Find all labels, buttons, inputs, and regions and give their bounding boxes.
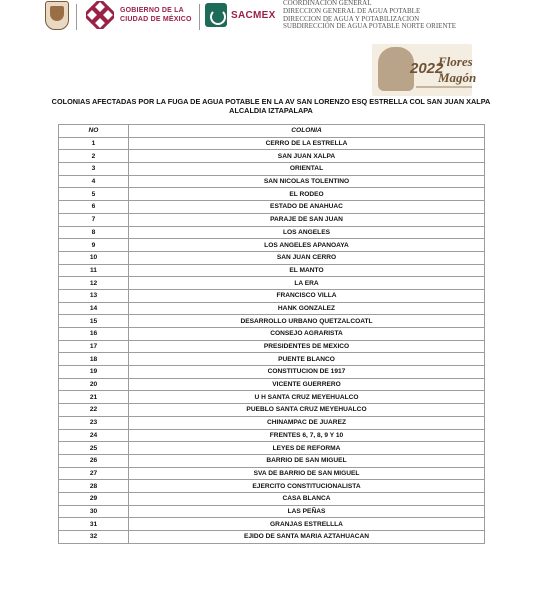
row-number: 7 — [59, 213, 129, 226]
column-header-no: NO — [59, 125, 129, 138]
colonia-name: ORIENTAL — [129, 163, 485, 176]
colonia-name: PARAJE DE SAN JUAN — [129, 213, 485, 226]
colonia-name: ESTADO DE ANAHUAC — [129, 201, 485, 214]
row-number: 22 — [59, 404, 129, 417]
table-row — [59, 531, 485, 544]
table-row — [59, 454, 485, 467]
table-row — [59, 163, 485, 176]
row-number: 19 — [59, 366, 129, 379]
row-number: 18 — [59, 353, 129, 366]
table-row — [59, 213, 485, 226]
table-row — [59, 302, 485, 315]
affected-colonies-table — [58, 124, 485, 544]
document-header — [0, 0, 542, 40]
header-divider — [199, 4, 200, 30]
colonia-name: EJIDO DE SANTA MARIA AZTAHUACAN — [129, 531, 485, 544]
organization-lines: COORDINACIÓN GENERAL DIRECCION GENERAL DE AGUA POTABLE DIRECCION DE AGUA Y POTABILIZACION SUBDIRECCIÓN DE AGUA POTABLE NORTE ORIENTE — [283, 0, 457, 31]
colonia-name: LEYES DE REFORMA — [129, 442, 485, 455]
row-number: 12 — [59, 277, 129, 290]
table-row — [59, 328, 485, 341]
table-row — [59, 366, 485, 379]
commemorative-badge — [372, 44, 477, 96]
sacmex-logo-icon — [205, 3, 227, 27]
table-row — [59, 264, 485, 277]
row-number: 9 — [59, 239, 129, 252]
row-number: 15 — [59, 315, 129, 328]
table-row — [59, 353, 485, 366]
row-number: 11 — [59, 264, 129, 277]
row-number: 2 — [59, 150, 129, 163]
table-row — [59, 467, 485, 480]
colonia-name: SVA DE BARRIO DE SAN MIGUEL — [129, 467, 485, 480]
colonia-name: SAN NICOLAS TOLENTINO — [129, 175, 485, 188]
table-row — [59, 378, 485, 391]
colonia-name: PRESIDENTES DE MEXICO — [129, 340, 485, 353]
colonia-name: CHINAMPAC DE JUAREZ — [129, 416, 485, 429]
row-number: 26 — [59, 454, 129, 467]
colonia-name: HANK GONZALEZ — [129, 302, 485, 315]
portrait-icon — [378, 47, 414, 91]
cdmx-coat-of-arms-icon — [45, 1, 69, 30]
row-number: 16 — [59, 328, 129, 341]
table-row — [59, 289, 485, 302]
row-number: 21 — [59, 391, 129, 404]
colonia-name: LOS ANGELES — [129, 226, 485, 239]
table-row — [59, 404, 485, 417]
row-number: 20 — [59, 378, 129, 391]
colonia-name: LA ERA — [129, 277, 485, 290]
table-row — [59, 505, 485, 518]
colonia-name: GRANJAS ESTRELLLA — [129, 518, 485, 531]
table-row — [59, 251, 485, 264]
row-number: 25 — [59, 442, 129, 455]
row-number: 27 — [59, 467, 129, 480]
row-number: 32 — [59, 531, 129, 544]
page-title: COLONIAS AFECTADAS POR LA FUGA DE AGUA POTABLE EN LA AV SAN LORENZO ESQ ESTRELLA COL SAN JUAN XALPA ALCALDIA IZTAPALAPA — [51, 97, 491, 116]
row-number: 23 — [59, 416, 129, 429]
table-row — [59, 188, 485, 201]
badge-year: 2022 — [410, 60, 444, 77]
colonia-name: U H SANTA CRUZ MEYEHUALCO — [129, 391, 485, 404]
colonia-name: VICENTE GUERRERO — [129, 378, 485, 391]
row-number: 6 — [59, 201, 129, 214]
colonia-name: FRENTES 6, 7, 8, 9 Y 10 — [129, 429, 485, 442]
table-row — [59, 480, 485, 493]
row-number: 1 — [59, 137, 129, 150]
badge-name: Flores Magón — [438, 54, 477, 85]
colonia-name: BARRIO DE SAN MIGUEL — [129, 454, 485, 467]
colonia-name: PUEBLO SANTA CRUZ MEYEHUALCO — [129, 404, 485, 417]
table-row — [59, 150, 485, 163]
table-row — [59, 391, 485, 404]
table-header-row — [59, 125, 485, 138]
colonia-name: EJERCITO CONSTITUCIONALISTA — [129, 480, 485, 493]
table-row — [59, 201, 485, 214]
row-number: 17 — [59, 340, 129, 353]
table-row — [59, 137, 485, 150]
colonia-name: CERRO DE LA ESTRELLA — [129, 137, 485, 150]
row-number: 13 — [59, 289, 129, 302]
row-number: 10 — [59, 251, 129, 264]
row-number: 3 — [59, 163, 129, 176]
row-number: 14 — [59, 302, 129, 315]
colonia-name: CONSEJO AGRARISTA — [129, 328, 485, 341]
table-row — [59, 315, 485, 328]
colonia-name: PUENTE BLANCO — [129, 353, 485, 366]
colonia-name: CASA BLANCA — [129, 492, 485, 505]
column-header-colonia: COLONIA — [129, 125, 485, 138]
table-row — [59, 277, 485, 290]
table-row — [59, 340, 485, 353]
table-row — [59, 492, 485, 505]
table-row — [59, 239, 485, 252]
colonia-name: FRANCISCO VILLA — [129, 289, 485, 302]
table-row — [59, 416, 485, 429]
colonia-name: EL MANTO — [129, 264, 485, 277]
colonia-name: SAN JUAN XALPA — [129, 150, 485, 163]
row-number: 4 — [59, 175, 129, 188]
row-number: 30 — [59, 505, 129, 518]
cdmx-logo-icon — [86, 1, 114, 29]
colonia-name: EL RODEO — [129, 188, 485, 201]
row-number: 8 — [59, 226, 129, 239]
colonia-name: LOS ANGELES APANOAYA — [129, 239, 485, 252]
table-row — [59, 175, 485, 188]
table-row — [59, 442, 485, 455]
row-number: 31 — [59, 518, 129, 531]
row-number: 5 — [59, 188, 129, 201]
table-row — [59, 518, 485, 531]
table-row — [59, 429, 485, 442]
row-number: 28 — [59, 480, 129, 493]
colonia-name: SAN JUAN CERRO — [129, 251, 485, 264]
table-row — [59, 226, 485, 239]
row-number: 29 — [59, 492, 129, 505]
colonia-name: DESARROLLO URBANO QUETZALCOATL — [129, 315, 485, 328]
government-name: GOBIERNO DE LA CIUDAD DE MÉXICO — [120, 7, 192, 23]
colonia-name: LAS PEÑAS — [129, 505, 485, 518]
header-divider — [76, 4, 77, 30]
colonia-name: CONSTITUCION DE 1917 — [129, 366, 485, 379]
agency-name: SACMEX — [231, 10, 276, 21]
row-number: 24 — [59, 429, 129, 442]
